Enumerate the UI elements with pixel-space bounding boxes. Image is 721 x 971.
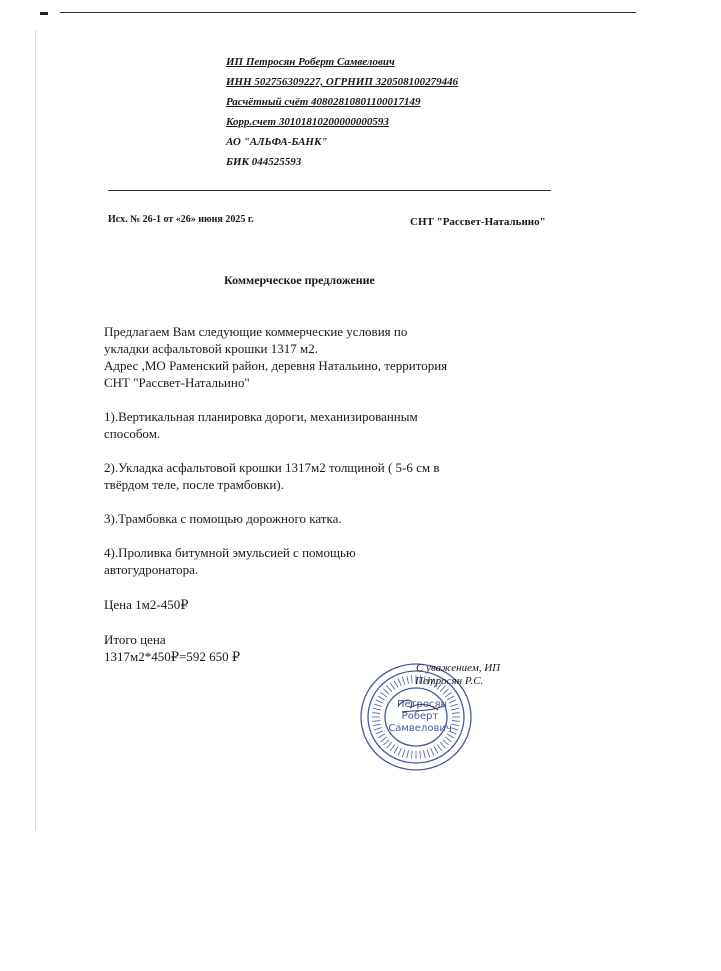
recipient: СНТ "Рассвет-Натальино" [410, 216, 546, 228]
stamp-text-line: Роберт [401, 711, 439, 722]
scan-edge [35, 30, 36, 830]
work-item-1: 1).Вертикальная планировка дороги, механизированным [104, 409, 418, 424]
bank-name: АО "АЛЬФА-БАНК" [226, 136, 328, 148]
settlement-account: Расчётный счёт 40802810801100017149 [226, 96, 421, 108]
outgoing-reference: Исх. № 26-1 от «26» июня 2025 г. [108, 214, 254, 225]
stamp-text-line: Петросян [396, 699, 448, 710]
intro-line: укладки асфальтовой крошки 1317 м2. [104, 341, 318, 356]
offer-body [104, 323, 484, 665]
signature-name: Петросян Р.С. [415, 675, 484, 687]
stamp-text-line: Самвелович [388, 723, 452, 734]
unit-price: Цена 1м2-450₽ [104, 597, 189, 612]
scan-mark [40, 12, 48, 15]
entrepreneur-name: ИП Петросян Роберт Самвелович [226, 56, 395, 68]
work-item-4: автогудронатора. [104, 562, 199, 577]
correspondent-account: Корр.счет 30101810200000000593 [226, 116, 389, 128]
letterhead [226, 52, 458, 172]
inn-ogrnip: ИНН 502756309227, ОГРНИП 320508100279446 [226, 76, 459, 88]
document-title: Коммерческое предложение [224, 273, 375, 287]
address-line: Адрес ,МО Раменский район, деревня Натальино, территория [104, 358, 448, 373]
header-separator [108, 190, 551, 191]
work-item-3: 3).Трамбовка с помощью дорожного катка. [104, 511, 342, 526]
signature-salutation: С уважением, ИП [416, 662, 501, 674]
work-item-2: твёрдом теле, после трамбовки). [104, 477, 284, 492]
scan-top-line [60, 12, 636, 13]
intro-line: Предлагаем Вам следующие коммерческие условия по [104, 324, 408, 339]
work-item-1: способом. [104, 426, 161, 441]
total-value: 1317м2*450₽=592 650 ₽ [104, 649, 241, 664]
work-item-4: 4).Проливка битумной эмульсией с помощью [104, 545, 356, 560]
work-item-2: 2).Укладка асфальтовой крошки 1317м2 толщиной ( 5-6 см в [104, 460, 440, 475]
address-line: СНТ "Рассвет-Натальино" [104, 375, 250, 390]
total-label: Итого цена [104, 632, 166, 647]
bik: БИК 044525593 [226, 156, 302, 168]
